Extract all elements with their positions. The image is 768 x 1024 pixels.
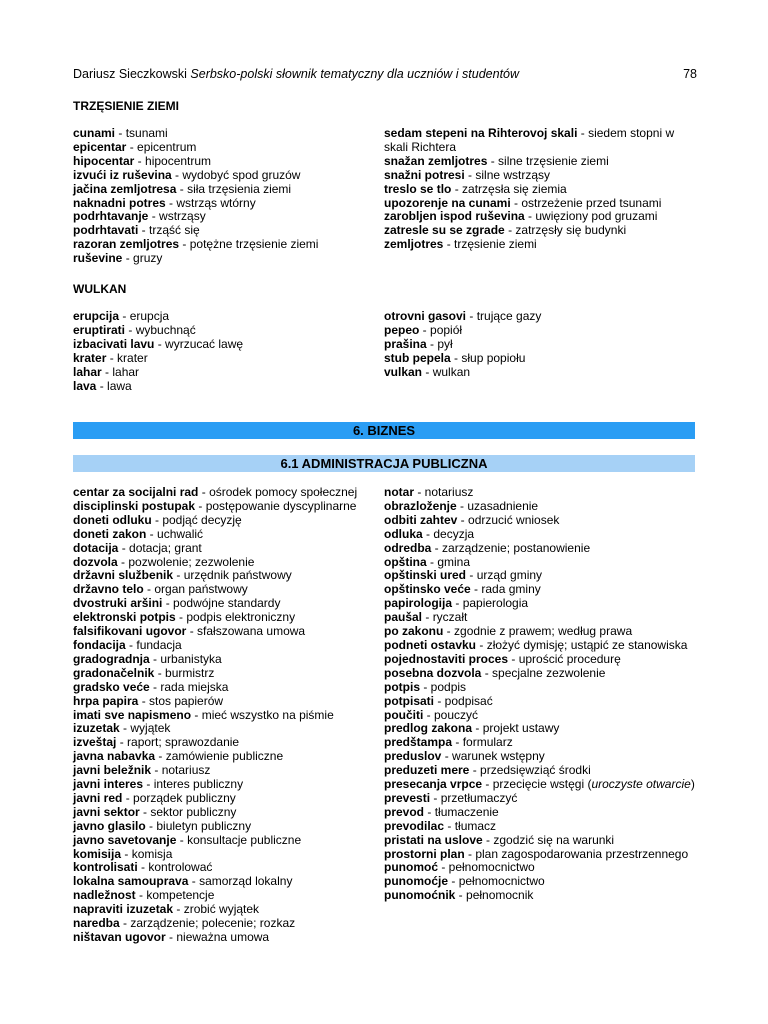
entry-term: hipocentar: [73, 153, 135, 168]
glossary-entry: javna nabavka - zamówienie publiczne: [73, 749, 284, 764]
page-header: [73, 67, 697, 81]
entry-translation: warunek wstępny: [452, 749, 545, 764]
entry-term: prevod: [384, 804, 425, 819]
glossary-entry: doneti zakon - uchwalić: [73, 526, 204, 541]
glossary-entry: poučiti - pouczyć: [384, 707, 479, 722]
entry-translation: sektor publiczny: [150, 804, 237, 819]
entry-term: pepeo: [384, 322, 420, 337]
entry-term: odredba: [384, 540, 432, 555]
entry-term: potpis: [384, 679, 420, 694]
entry-term: lava: [73, 378, 97, 393]
glossary-entry: hrpa papira - stos papierów: [73, 693, 224, 708]
entry-term: javna nabavka: [73, 749, 156, 764]
glossary-entry: cunami - tsunami: [73, 126, 168, 140]
entry-term: notar: [384, 485, 414, 499]
entry-translation: wybuchnąć: [135, 322, 196, 337]
entry-term: podrhtavanje: [73, 209, 149, 224]
entry-term: presecanja vrpce: [384, 777, 483, 792]
entry-term: poučiti: [384, 707, 424, 722]
entry-translation: podpis elektroniczny: [186, 610, 296, 625]
entry-translation: fundacja: [136, 637, 182, 652]
entry-translation: burmistrz: [165, 665, 215, 680]
glossary-entry: izveštaj - raport; sprawozdanie: [73, 735, 240, 750]
entry-translation: decyzja: [433, 526, 475, 541]
glossary-entry: doneti odluku - podjąć decyzję: [73, 512, 242, 527]
entry-term: treslo se tlo: [384, 181, 452, 196]
glossary-entry: javno savetovanje - konsultacje publiczne: [73, 832, 302, 847]
entry-term: odluka: [384, 526, 423, 541]
entry-translation: zarządzenie; postanowienie: [442, 540, 591, 555]
entry-translation: ryczałt: [432, 610, 468, 625]
entry-translation: samorząd lokalny: [199, 874, 293, 889]
glossary-entry: komisija - komisja: [73, 846, 173, 861]
entry-term: punomoćnik: [384, 888, 456, 903]
glossary-entry: vulkan - wulkan: [384, 364, 471, 379]
entry-term: kontrolisati: [73, 860, 138, 875]
entry-translation: trząść się: [149, 223, 200, 238]
entry-term: preduzeti mere: [384, 763, 470, 778]
entry-term: gradogradnja: [73, 651, 150, 666]
glossary-entry: prostorni plan - plan zagospodarowania przestrzennego: [384, 846, 689, 861]
entry-term: punomoć: [384, 860, 438, 875]
entry-term: dotacija: [73, 540, 119, 555]
glossary-entry: fondacija - fundacja: [73, 637, 182, 652]
chapter-heading: 6. BIZNES: [73, 422, 695, 439]
glossary-entry: pojednostaviti proces - uprościć procedurę: [384, 651, 621, 666]
glossary-entry: dotacija - dotacja; grant: [73, 540, 202, 555]
entry-term: opštinski ured: [384, 568, 467, 583]
glossary-entry: naredba - zarządzenie; polecenie; rozkaz: [73, 916, 296, 931]
entry-translation: zrobić wyjątek: [183, 902, 260, 917]
glossary-entry: imati sve napismeno - mieć wszystko na piśmie: [73, 707, 334, 722]
glossary-entry: prevod - tłumaczenie: [384, 804, 499, 819]
entry-term: krater: [73, 350, 107, 365]
glossary-entry: snažni potresi - silne wstrząsy: [384, 167, 551, 182]
entry-translation: lahar: [112, 364, 140, 379]
entry-term: vulkan: [384, 364, 423, 379]
entry-term: dozvola: [73, 554, 118, 569]
glossary-entry: po zakonu - zgodnie z prawem; według prawa: [384, 624, 633, 639]
glossary-entry: lahar - lahar: [73, 364, 140, 379]
entry-translation: odrzucić wniosek: [468, 512, 560, 527]
earthquake-left-column: [73, 127, 378, 266]
glossary-entry: izbacivati lavu - wyrzucać lawę: [73, 336, 244, 351]
entry-term: preduslov: [384, 749, 442, 764]
entry-tail: ): [690, 777, 695, 792]
volcano-right-column: [384, 310, 697, 380]
glossary-entry: papirologija - papierologia: [384, 596, 529, 611]
glossary-entry: lava - lawa: [73, 378, 132, 393]
glossary-entry: punomoć - pełnomocnictwo: [384, 860, 535, 875]
entry-term: predštampa: [384, 735, 453, 750]
header-citation: [73, 67, 519, 81]
glossary-entry: prevesti - przetłumaczyć: [384, 790, 518, 805]
glossary-entry: potpis - podpis: [384, 679, 467, 694]
glossary-entry: lokalna samouprava - samorząd lokalny: [73, 874, 293, 889]
entry-term: lokalna samouprava: [73, 874, 189, 889]
entry-term: javno savetovanje: [73, 832, 177, 847]
entry-term: potpisati: [384, 693, 434, 708]
entry-translation: projekt ustawy: [482, 721, 560, 736]
entry-translation: zatrzęsła się ziemia: [462, 181, 567, 196]
entry-term: predlog zakona: [384, 721, 473, 736]
glossary-entry: treslo se tlo - zatrzęsła się ziemia: [384, 181, 567, 196]
entry-term: paušal: [384, 610, 423, 625]
glossary-entry: pristati na uslove - zgodzić się na warunki: [384, 832, 615, 847]
entry-translation: pouczyć: [434, 707, 479, 722]
entry-term: gradsko veće: [73, 679, 150, 694]
glossary-entry: erupcija - erupcja: [73, 309, 170, 323]
entry-translation: wyrzucać lawę: [165, 336, 244, 351]
entry-translation: przecięcie wstęgi (: [492, 777, 592, 792]
entry-term: izbacivati lavu: [73, 336, 155, 351]
entry-translation: urząd gminy: [476, 568, 543, 583]
header-title: Serbsko-polski słownik tematyczny dla uczniów i studentów: [190, 67, 520, 81]
entry-term: zatresle su se zgrade: [384, 223, 505, 238]
glossary-entry: obrazloženje - uzasadnienie: [384, 498, 539, 513]
entry-translation: rada miejska: [160, 679, 229, 694]
entry-translation: postępowanie dyscyplinarne: [205, 498, 357, 513]
entry-translation: organ państwowy: [154, 582, 248, 597]
entry-translation: pełnomocnik: [466, 888, 534, 903]
entry-term: pojednostaviti proces: [384, 651, 509, 666]
entry-term: imati sve napismeno: [73, 707, 192, 722]
entry-term: centar za socijalni rad: [73, 485, 199, 499]
glossary-entry: eruptirati - wybuchnąć: [73, 322, 196, 337]
entry-note: uroczyste otwarcie: [591, 777, 691, 792]
entry-translation: kompetencje: [146, 888, 215, 903]
entry-term: zarobljen ispod ruševina: [384, 209, 525, 224]
entry-translation: trujące gazy: [476, 309, 542, 323]
glossary-entry: odbiti zahtev - odrzucić wniosek: [384, 512, 560, 527]
entry-translation: silne trzęsienie ziemi: [498, 153, 609, 168]
entry-term: obrazloženje: [384, 498, 457, 513]
entry-term: razoran zemljotres: [73, 237, 180, 252]
entry-translation: gruzy: [133, 251, 163, 266]
glossary-entry: zemljotres - trzęsienie ziemi: [384, 237, 537, 252]
entry-term: cunami: [73, 126, 116, 140]
entry-term: prostorni plan: [384, 846, 465, 861]
entry-translation: notariusz: [424, 485, 474, 499]
entry-translation: konsultacje publiczne: [187, 832, 302, 847]
glossary-entry: ništavan ugovor - nieważna umowa: [73, 930, 270, 944]
glossary-entry: potpisati - podpisać: [384, 693, 493, 708]
glossary-entry: javni beležnik - notariusz: [73, 763, 211, 778]
entry-translation: pozwolenie; zezwolenie: [128, 554, 255, 569]
entry-translation: zarządzenie; polecenie; rozkaz: [130, 916, 296, 931]
entry-term: otrovni gasovi: [384, 309, 467, 323]
entry-term: podneti ostavku: [384, 637, 477, 652]
entry-term: eruptirati: [73, 322, 126, 337]
entry-term: stub pepela: [384, 350, 451, 365]
entry-term: upozorenje na cunami: [384, 195, 511, 210]
entry-translation: potężne trzęsienie ziemi: [189, 237, 319, 252]
entry-translation: gmina: [437, 554, 471, 569]
entry-term: nadležnost: [73, 888, 136, 903]
entry-translation: wydobyć spod gruzów: [182, 167, 301, 182]
entry-term: epicentar: [73, 139, 127, 154]
entry-translation: krater: [117, 350, 148, 365]
entry-term: posebna dozvola: [384, 665, 482, 680]
glossary-entry: javno glasilo - biuletyn publiczny: [73, 818, 252, 833]
glossary-entry: upozorenje na cunami - ostrzeżenie przed tsunami: [384, 195, 662, 210]
glossary-entry: sedam stepeni na Rihterovoj skali - siedem stopni w skali Richtera: [384, 126, 675, 154]
glossary-entry: državno telo - organ państwowy: [73, 582, 248, 597]
entry-term: sedam stepeni na Rihterovoj skali: [384, 126, 578, 140]
entry-translation: uchwalić: [157, 526, 204, 541]
entry-translation: zamówienie publiczne: [165, 749, 284, 764]
section-heading-earthquake: TRZĘSIENIE ZIEMI: [73, 99, 180, 113]
glossary-entry: zarobljen ispod ruševina - uwięziony pod gruzami: [384, 209, 658, 224]
entry-term: jačina zemljotresa: [73, 181, 177, 196]
glossary-entry: jačina zemljotresa - siła trzęsienia ziemi: [73, 181, 292, 196]
glossary-entry: ruševine - gruzy: [73, 251, 163, 266]
entry-translation: stos papierów: [149, 693, 224, 708]
glossary-entry: odluka - decyzja: [384, 526, 475, 541]
entry-translation: raport; sprawozdanie: [127, 735, 240, 750]
entry-term: fondacija: [73, 637, 126, 652]
glossary-entry: opština - gmina: [384, 554, 471, 569]
entry-term: dvostruki aršini: [73, 596, 163, 611]
entry-term: elektronski potpis: [73, 610, 176, 625]
entry-translation: ośrodek pomocy społecznej: [209, 485, 358, 499]
entry-translation: wstrząsy: [159, 209, 206, 224]
entry-translation: papierologia: [462, 596, 529, 611]
entry-term: punomoćje: [384, 874, 449, 889]
entry-term: podrhtavati: [73, 223, 139, 238]
entry-term: falsifikovani ugovor: [73, 624, 187, 639]
glossary-entry: posebna dozvola - specjalne zezwolenie: [384, 665, 606, 680]
glossary-entry: zatresle su se zgrade - zatrzęsły się budynki: [384, 223, 627, 238]
glossary-entry: dvostruki aršini - podwójne standardy: [73, 596, 281, 611]
entry-term: naknadni potres: [73, 195, 166, 210]
glossary-entry: dozvola - pozwolenie; zezwolenie: [73, 554, 255, 569]
subchapter-heading: 6.1 ADMINISTRACJA PUBLICZNA: [73, 455, 695, 472]
entry-term: gradonačelnik: [73, 665, 155, 680]
entry-translation: biuletyn publiczny: [156, 818, 252, 833]
entry-translation: podpis: [430, 679, 467, 694]
entry-term: državni službenik: [73, 568, 174, 583]
entry-term: naredba: [73, 916, 120, 931]
entry-term: odbiti zahtev: [384, 512, 458, 527]
glossary-entry: falsifikovani ugovor - sfałszowana umowa: [73, 624, 306, 639]
glossary-entry: prašina - pył: [384, 336, 453, 351]
entry-translation: tłumaczenie: [434, 804, 499, 819]
entry-term: papirologija: [384, 596, 453, 611]
entry-translation: hipocentrum: [145, 153, 212, 168]
entry-translation: lawa: [107, 378, 132, 393]
entry-term: javni interes: [73, 777, 144, 792]
entry-translation: podpisać: [444, 693, 493, 708]
glossary-entry: razoran zemljotres - potężne trzęsienie ziemi: [73, 237, 319, 252]
entry-translation: porządek publiczny: [133, 790, 236, 805]
entry-translation: tsunami: [125, 126, 168, 140]
entry-translation: uzasadnienie: [467, 498, 539, 513]
entry-translation: plan zagospodarowania przestrzennego: [475, 846, 689, 861]
entry-term: javni sektor: [73, 804, 140, 819]
entry-translation: wstrząs wtórny: [176, 195, 256, 210]
glossary-entry: pepeo - popiół: [384, 322, 463, 337]
glossary-entry: podneti ostavku - złożyć dymisję; ustąpić ze stanowiska: [384, 637, 688, 652]
entry-translation: uwięziony pod gruzami: [535, 209, 658, 224]
administration-left-column: [73, 486, 378, 945]
entry-translation: silne wstrząsy: [475, 167, 551, 182]
entry-term: po zakonu: [384, 624, 444, 639]
entry-translation: pełnomocnictwo: [458, 874, 545, 889]
header-author: Dariusz Sieczkowski: [73, 67, 187, 81]
glossary-entry: javni red - porządek publiczny: [73, 790, 236, 805]
page-number: 78: [683, 67, 697, 81]
entry-translation: zgodzić się na warunki: [493, 832, 615, 847]
entry-translation: sfałszowana umowa: [197, 624, 306, 639]
glossary-entry: podrhtavanje - wstrząsy: [73, 209, 206, 224]
entry-translation: nieważna umowa: [176, 930, 270, 944]
volcano-left-column: [73, 310, 378, 393]
entry-term: javno glasilo: [73, 818, 146, 833]
glossary-entry: odredba - zarządzenie; postanowienie: [384, 540, 591, 555]
earthquake-right-column: [384, 127, 697, 252]
glossary-entry: punomoćnik - pełnomocnik: [384, 888, 534, 903]
glossary-entry: izvući iz ruševina - wydobyć spod gruzów: [73, 167, 301, 182]
entry-translation: pełnomocnictwo: [448, 860, 535, 875]
glossary-entry: javni sektor - sektor publiczny: [73, 804, 237, 819]
entry-translation: urzędnik państwowy: [183, 568, 292, 583]
entry-translation: siła trzęsienia ziemi: [187, 181, 292, 196]
glossary-entry: javni interes - interes publiczny: [73, 777, 244, 792]
glossary-entry: snažan zemljotres - silne trzęsienie ziemi: [384, 153, 609, 168]
entry-translation: popiół: [430, 322, 463, 337]
glossary-entry: podrhtavati - trząść się: [73, 223, 200, 238]
glossary-entry: naknadni potres - wstrząs wtórny: [73, 195, 256, 210]
entry-translation: wyjątek: [130, 721, 171, 736]
glossary-entry: kontrolisati - kontrolować: [73, 860, 213, 875]
glossary-entry: centar za socijalni rad - ośrodek pomocy społecznej: [73, 485, 358, 499]
entry-term: prašina: [384, 336, 427, 351]
glossary-entry: preduzeti mere - przedsięwziąć środki: [384, 763, 591, 778]
glossary-entry: državni službenik - urzędnik państwowy: [73, 568, 292, 583]
entry-term: izuzetak: [73, 721, 120, 736]
entry-term: disciplinski postupak: [73, 498, 196, 513]
entry-term: doneti odluku: [73, 512, 152, 527]
glossary-entry: nadležnost - kompetencje: [73, 888, 215, 903]
glossary-entry: disciplinski postupak - postępowanie dyscyplinarne: [73, 498, 357, 513]
entry-term: ruševine: [73, 251, 123, 266]
glossary-entry: krater - krater: [73, 350, 148, 365]
entry-term: doneti zakon: [73, 526, 147, 541]
glossary-entry: prevodilac - tłumacz: [384, 818, 497, 833]
glossary-entry: opštinsko veće - rada gminy: [384, 582, 541, 597]
glossary-entry: gradogradnja - urbanistyka: [73, 651, 222, 666]
glossary-entry: preduslov - warunek wstępny: [384, 749, 545, 764]
glossary-entry: epicentar - epicentrum: [73, 139, 197, 154]
entry-term: erupcija: [73, 309, 120, 323]
section-heading-volcano: WULKAN: [73, 282, 127, 296]
entry-translation: kontrolować: [148, 860, 213, 875]
glossary-entry: otrovni gasovi - trujące gazy: [384, 309, 542, 323]
entry-term: prevodilac: [384, 818, 445, 833]
entry-translation: słup popiołu: [461, 350, 526, 365]
entry-term: komisija: [73, 846, 122, 861]
entry-translation: rada gminy: [481, 582, 541, 597]
administration-right-column: [384, 486, 697, 903]
glossary-entry: paušal - ryczałt: [384, 610, 468, 625]
entry-translation: mieć wszystko na piśmie: [201, 707, 334, 722]
entry-term: pristati na uslove: [384, 832, 483, 847]
entry-translation: wulkan: [432, 364, 471, 379]
entry-translation: przetłumaczyć: [440, 790, 518, 805]
glossary-entry: gradonačelnik - burmistrz: [73, 665, 215, 680]
entry-term: državno telo: [73, 582, 144, 597]
entry-translation: erupcja: [129, 309, 170, 323]
glossary-entry: stub pepela - słup popiołu: [384, 350, 526, 365]
entry-translation: podwójne standardy: [173, 596, 281, 611]
glossary-entry: punomoćje - pełnomocnictwo: [384, 874, 545, 889]
entry-term: prevesti: [384, 790, 431, 805]
glossary-entry: izuzetak - wyjątek: [73, 721, 171, 736]
glossary-entry: presecanja vrpce - przecięcie wstęgi (uroczyste otwarcie): [384, 777, 695, 792]
entry-translation: notariusz: [161, 763, 211, 778]
entry-term: napraviti izuzetak: [73, 902, 174, 917]
entry-translation: dotacja; grant: [129, 540, 202, 555]
entry-translation: epicentrum: [137, 139, 197, 154]
entry-term: ništavan ugovor: [73, 930, 166, 944]
entry-translation: zatrzęsły się budynki: [515, 223, 627, 238]
entry-term: javni red: [73, 790, 123, 805]
entry-translation: formularz: [462, 735, 513, 750]
entry-term: izvući iz ruševina: [73, 167, 172, 182]
entry-translation: siedem stopni w skali Richtera: [384, 126, 675, 154]
entry-translation: przedsięwziąć środki: [480, 763, 591, 778]
entry-translation: komisja: [131, 846, 173, 861]
entry-translation: pył: [437, 336, 453, 351]
glossary-entry: napraviti izuzetak - zrobić wyjątek: [73, 902, 260, 917]
entry-term: snažan zemljotres: [384, 153, 488, 168]
entry-term: opštinsko veće: [384, 582, 471, 597]
glossary-entry: hipocentar - hipocentrum: [73, 153, 212, 168]
glossary-entry: elektronski potpis - podpis elektroniczny: [73, 610, 296, 625]
entry-translation: uprościć procedurę: [518, 651, 621, 666]
entry-translation: ostrzeżenie przed tsunami: [521, 195, 662, 210]
entry-term: izveštaj: [73, 735, 117, 750]
entry-term: snažni potresi: [384, 167, 465, 182]
glossary-entry: opštinski ured - urząd gminy: [384, 568, 543, 583]
glossary-entry: predštampa - formularz: [384, 735, 513, 750]
glossary-entry: gradsko veće - rada miejska: [73, 679, 229, 694]
entry-translation: podjąć decyzję: [162, 512, 242, 527]
entry-term: hrpa papira: [73, 693, 139, 708]
entry-translation: zgodnie z prawem; według prawa: [454, 624, 633, 639]
entry-term: lahar: [73, 364, 102, 379]
glossary-entry: notar - notariusz: [384, 485, 474, 499]
entry-translation: tłumacz: [454, 818, 497, 833]
entry-translation: specjalne zezwolenie: [492, 665, 606, 680]
entry-translation: trzęsienie ziemi: [454, 237, 537, 252]
entry-term: javni beležnik: [73, 763, 152, 778]
glossary-entry: predlog zakona - projekt ustawy: [384, 721, 560, 736]
entry-term: opština: [384, 554, 427, 569]
entry-term: zemljotres: [384, 237, 444, 252]
entry-translation: urbanistyka: [160, 651, 222, 666]
entry-translation: interes publiczny: [153, 777, 244, 792]
entry-translation: złożyć dymisję; ustąpić ze stanowiska: [486, 637, 688, 652]
